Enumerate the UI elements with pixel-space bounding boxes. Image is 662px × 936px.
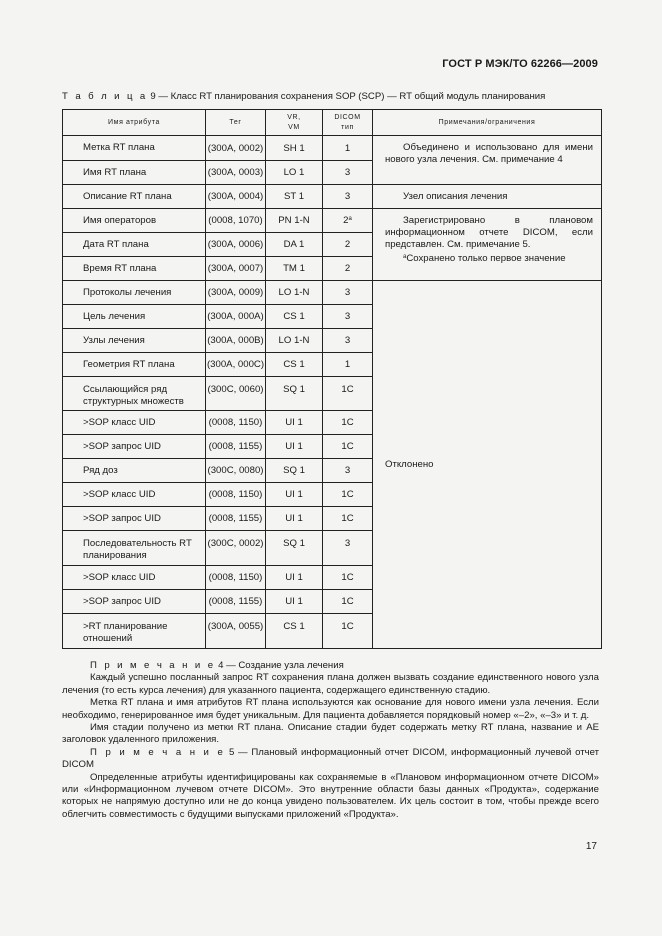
cell-tag: (0008, 1150) [206,411,266,435]
cell-vr: SH 1 [266,136,323,161]
cell-name: Последовательность RT планирования [63,531,206,566]
header-attribute-name: Имя атрибута [63,110,206,136]
cell-tag: (300A, 0009) [206,281,266,305]
paragraph: Имя стадии получено из метки RT плана. Описание стадии будет содержать метку RT плана, название и AE заголовок удаленного приложения. [62,722,599,746]
table-row [63,281,602,305]
cell-tag: (0008, 1150) [206,483,266,507]
note-text: Отклонено [385,458,434,470]
cell-tag: (0008, 1150) [206,566,266,590]
notes-cell-2 [373,185,602,209]
header-vr-vm: VR, VM [266,110,323,136]
cell-name: >SOP класс UID [63,566,206,590]
page-number: 17 [585,841,597,852]
cell-type: 1C [323,411,373,435]
paragraph: Метка RT плана и имя атрибутов RT плана используются как основание для нового имени узла лечения. Если необходимо, генерированное имя будет уникальным. Для пациента добавляется порядковый номер «–2», «–3» и т. д. [62,697,599,721]
cell-vr: LO 1 [266,161,323,185]
cell-vr: UI 1 [266,590,323,614]
cell-tag: (0008, 1155) [206,507,266,531]
cell-tag: (300A, 0002) [206,136,266,161]
cell-vr: CS 1 [266,614,323,649]
cell-type: 1C [323,566,373,590]
cell-tag: (300C, 0080) [206,459,266,483]
cell-tag: (300A, 000B) [206,329,266,353]
cell-name: >RT планирование отношений [63,614,206,649]
cell-type: 3 [323,281,373,305]
cell-vr: SQ 1 [266,531,323,566]
caption-text: — Класс RT планирования сохранения SOP (SCP) — RT общий модуль планирования [158,91,546,102]
paragraph: Каждый успешно посланный запрос RT сохранения плана должен вызвать создание единственного нового узла лечения (то есть курса лечения) для указанного пациента, содержащего единственную стадию. [62,672,599,696]
cell-tag: (300A, 0007) [206,257,266,281]
cell-vr: SQ 1 [266,459,323,483]
cell-name: >SOP запрос UID [63,590,206,614]
cell-vr: ST 1 [266,185,323,209]
cell-type: 1C [323,614,373,649]
table-row [63,136,602,161]
cell-name: Метка RT плана [63,136,206,161]
note-text: Объединено и использовано для имени нового узла лечения. См. примечание 4 [385,142,593,165]
cell-name: Дата RT плана [63,233,206,257]
cell-name: Ряд доз [63,459,206,483]
cell-tag: (300C, 0060) [206,377,266,411]
cell-vr: SQ 1 [266,377,323,411]
cell-type: 3 [323,185,373,209]
cell-name: Геометрия RT плана [63,353,206,377]
cell-name: Цель лечения [63,305,206,329]
cell-type: 2 [323,233,373,257]
table-header-row [63,110,602,136]
cell-vr: UI 1 [266,483,323,507]
cell-tag: (300A, 0003) [206,161,266,185]
cell-type: 3 [323,329,373,353]
header-tag: Тег [206,110,266,136]
cell-name: Описание RT плана [63,185,206,209]
cell-vr: UI 1 [266,507,323,531]
paragraph: Определенные атрибуты идентифицированы как сохраняемые в «Плановом информационном отчете DICOM» или «Информационном лучевом отчете DICOM». Это внутренние области базы данных «Продукта», содержание которых не напрямую доступно или не до конца увидено пользователем. Их цель состоит в том, чтобы прежде всего облегчить совместимость с будущими выпусками приложений «Продукта». [62,771,599,820]
cell-vr: UI 1 [266,566,323,590]
cell-tag: (300A, 0004) [206,185,266,209]
note-text: Зарегистрировано в плановом информационном отчете DICOM, если представлен. См. примечание 5. [385,215,593,250]
cell-tag: (300C, 0002) [206,531,266,566]
cell-tag: (300A, 000C) [206,353,266,377]
cell-type: 2 [323,257,373,281]
cell-type: 1C [323,377,373,411]
cell-tag: (300A, 0006) [206,233,266,257]
cell-type: 2$^a$ [323,209,373,233]
table-caption [62,91,622,102]
header-dicom-type: DICOM тип [323,110,373,136]
cell-name: Ссылающийся ряд структурных множеств [63,377,206,411]
notes-cell-1 [373,136,602,185]
cell-name: Узлы лечения [63,329,206,353]
cell-name: >SOP класс UID [63,483,206,507]
attributes-table [62,109,602,649]
cell-name: Время RT плана [63,257,206,281]
cell-vr: CS 1 [266,305,323,329]
cell-name: Протоколы лечения [63,281,206,305]
caption-prefix: Т а б л и ц а [62,91,148,102]
note-4-heading: П р и м е ч а н и е 4 — Создание узла лечения [90,660,344,671]
cell-vr: PN 1-N [266,209,323,233]
cell-vr: UI 1 [266,435,323,459]
note-text: Узел описания лечения [403,190,508,202]
cell-type: 1C [323,483,373,507]
notes-cell-4 [373,281,602,649]
cell-vr: LO 1-N [266,281,323,305]
cell-type: 1 [323,353,373,377]
cell-name: Имя операторов [63,209,206,233]
cell-name: >SOP класс UID [63,411,206,435]
cell-vr: UI 1 [266,411,323,435]
body-text [62,660,599,821]
cell-type: 1C [323,435,373,459]
cell-tag: (300A, 0055) [206,614,266,649]
cell-vr: CS 1 [266,353,323,377]
note-footnote: $^a$Сохранено только первое значение [403,253,566,264]
header-notes: Примечания/ограничения [373,110,602,136]
cell-tag: (0008, 1070) [206,209,266,233]
cell-vr: LO 1-N [266,329,323,353]
cell-type: 3 [323,305,373,329]
cell-name: >SOP запрос UID [63,507,206,531]
cell-tag: (300A, 000A) [206,305,266,329]
note-5-heading: П р и м е ч а н и е 5 — Плановый информационный отчет DICOM, информационный лучевой отчет DICOM [62,746,599,771]
cell-vr: TM 1 [266,257,323,281]
cell-name: Имя RT плана [63,161,206,185]
caption-number: 9 [150,91,156,102]
cell-name: >SOP запрос UID [63,435,206,459]
table-row [63,209,602,233]
notes-cell-3 [373,209,602,281]
cell-type: 1C [323,507,373,531]
table-row [63,185,602,209]
cell-tag: (0008, 1155) [206,435,266,459]
standard-header: ГОСТ Р МЭК/ТО 62266—2009 [442,58,598,70]
cell-type: 3 [323,161,373,185]
cell-tag: (0008, 1155) [206,590,266,614]
footnote-mark: a [348,216,352,222]
cell-vr: DA 1 [266,233,323,257]
cell-type: 1 [323,136,373,161]
cell-type: 3 [323,459,373,483]
cell-type: 1C [323,590,373,614]
cell-type: 3 [323,531,373,566]
